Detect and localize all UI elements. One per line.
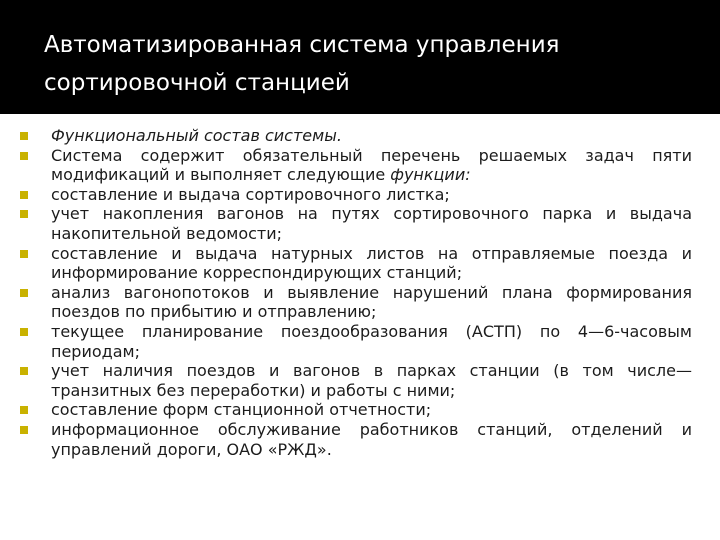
square-bullet-icon <box>20 191 28 199</box>
square-bullet-icon <box>20 132 28 140</box>
square-bullet-icon <box>20 289 28 297</box>
list-item-italic-text: функции: <box>390 165 471 185</box>
list-item <box>20 185 692 205</box>
slide-title-line-2: сортировочной станцией <box>44 70 350 96</box>
list-item-text: анализ вагонопотоков и выявление нарушений плана формирования поездов по прибытию и отправлению; <box>51 282 692 322</box>
list-item-text: информационное обслуживание работников станций, отделений и управлений дороги, ОАО «РЖД». <box>51 419 692 459</box>
list-item <box>20 420 692 459</box>
title-bar <box>0 0 720 114</box>
list-item-text: составление и выдача натурных листов на отправляемые поезда и информирование корреспондирующих станций; <box>51 243 692 283</box>
list-item-heading <box>20 126 692 146</box>
list-item-text: Система содержит обязательный перечень решаемых задач пяти модификаций и выполняет следующие <box>51 145 692 185</box>
square-bullet-icon <box>20 367 28 375</box>
list-item <box>20 283 692 322</box>
list-item <box>20 204 692 243</box>
square-bullet-icon <box>20 406 28 414</box>
square-bullet-icon <box>20 152 28 160</box>
square-bullet-icon <box>20 250 28 258</box>
list-item <box>20 361 692 400</box>
slide-title-line-1: Автоматизированная система управления <box>44 32 560 58</box>
list-item <box>20 322 692 361</box>
list-item-text: составление форм станционной отчетности; <box>51 400 432 420</box>
list-item-text: текущее планирование поездообразования (АСТП) по 4—6-часовым периодам; <box>51 321 692 361</box>
list-item <box>20 400 692 420</box>
square-bullet-icon <box>20 426 28 434</box>
list-item-heading-text: Функциональный состав системы. <box>51 126 342 145</box>
square-bullet-icon <box>20 328 28 336</box>
square-bullet-icon <box>20 210 28 218</box>
function-list <box>20 126 692 459</box>
list-item-text: составление и выдача сортировочного листка; <box>51 184 450 204</box>
slide-title <box>44 26 684 102</box>
list-item-text: учет наличия поездов и вагонов в парках станции (в том числе— транзитных без переработки) и работы с ними; <box>51 361 692 400</box>
list-item <box>20 244 692 283</box>
list-item-intro <box>20 146 692 185</box>
list-item-text: учет накопления вагонов на путях сортировочного парка и выдача накопительной ведомости; <box>51 204 692 243</box>
